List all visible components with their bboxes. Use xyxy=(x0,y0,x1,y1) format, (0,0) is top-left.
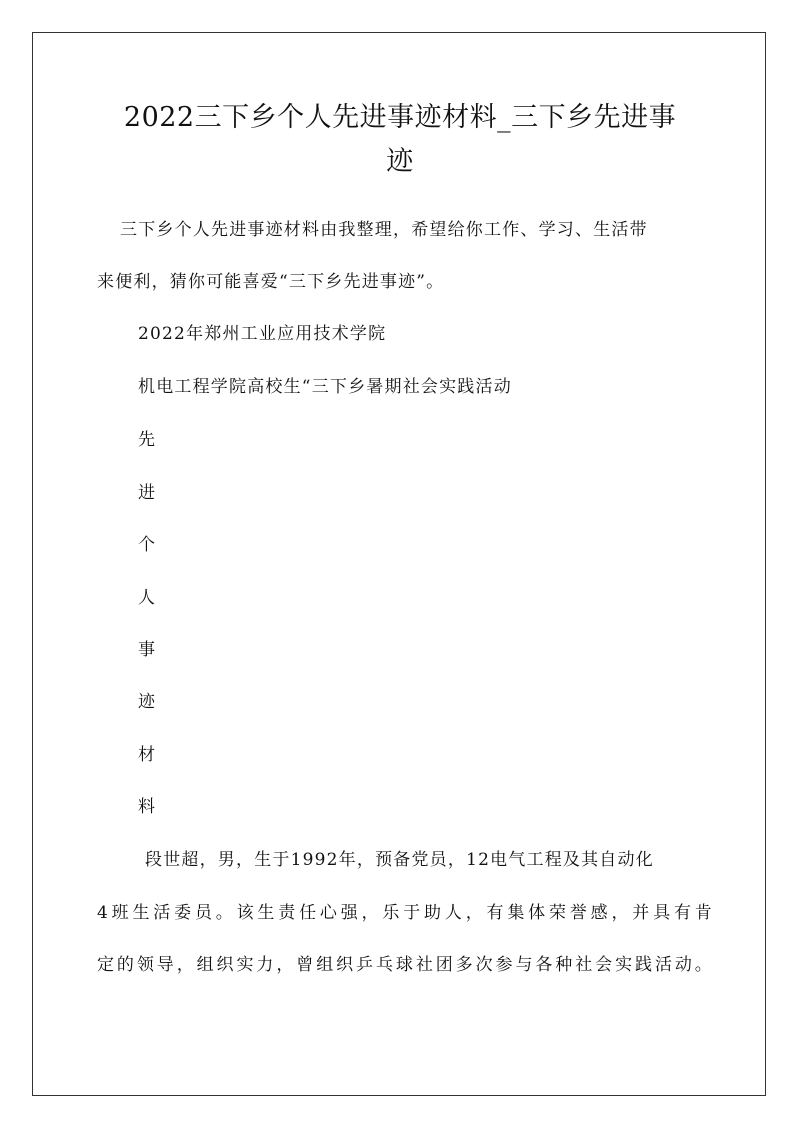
vertical-char-4: 人 xyxy=(138,588,155,608)
vertical-char-6: 迹 xyxy=(138,692,155,712)
vertical-char-1: 先 xyxy=(138,430,155,450)
vertical-char-8: 料 xyxy=(138,797,155,817)
intro-paragraph-line-2: 来便利，猜你可能喜爱“三下乡先进事迹”。 xyxy=(97,272,445,292)
page-border xyxy=(32,32,766,1096)
vertical-char-5: 事 xyxy=(138,640,155,660)
body-paragraph-line-1: 段世超，男，生于1992年，预备党员，12电气工程及其自动化 xyxy=(145,850,654,870)
school-line: 2022年郑州工业应用技术学院 xyxy=(138,324,387,344)
vertical-char-7: 材 xyxy=(138,745,155,765)
document-title-line-2: 迹 xyxy=(386,146,414,177)
vertical-char-3: 个 xyxy=(138,535,155,555)
document-title-line-1: 2022三下乡个人先进事迹材料_三下乡先进事 xyxy=(123,102,677,133)
intro-paragraph-line-1: 三下乡个人先进事迹材料由我整理，希望给你工作、学习、生活带 xyxy=(120,220,648,240)
activity-line: 机电工程学院高校生“三下乡暑期社会实践活动 xyxy=(138,377,512,397)
vertical-char-2: 进 xyxy=(138,483,155,503)
body-paragraph-line-2: 4班生活委员。该生责任心强，乐于助人，有集体荣誉感，并具有肯 xyxy=(97,903,713,923)
body-paragraph-line-3: 定的领导，组织实力，曾组织乒乓球社团多次参与各种社会实践活动。 xyxy=(97,955,713,975)
